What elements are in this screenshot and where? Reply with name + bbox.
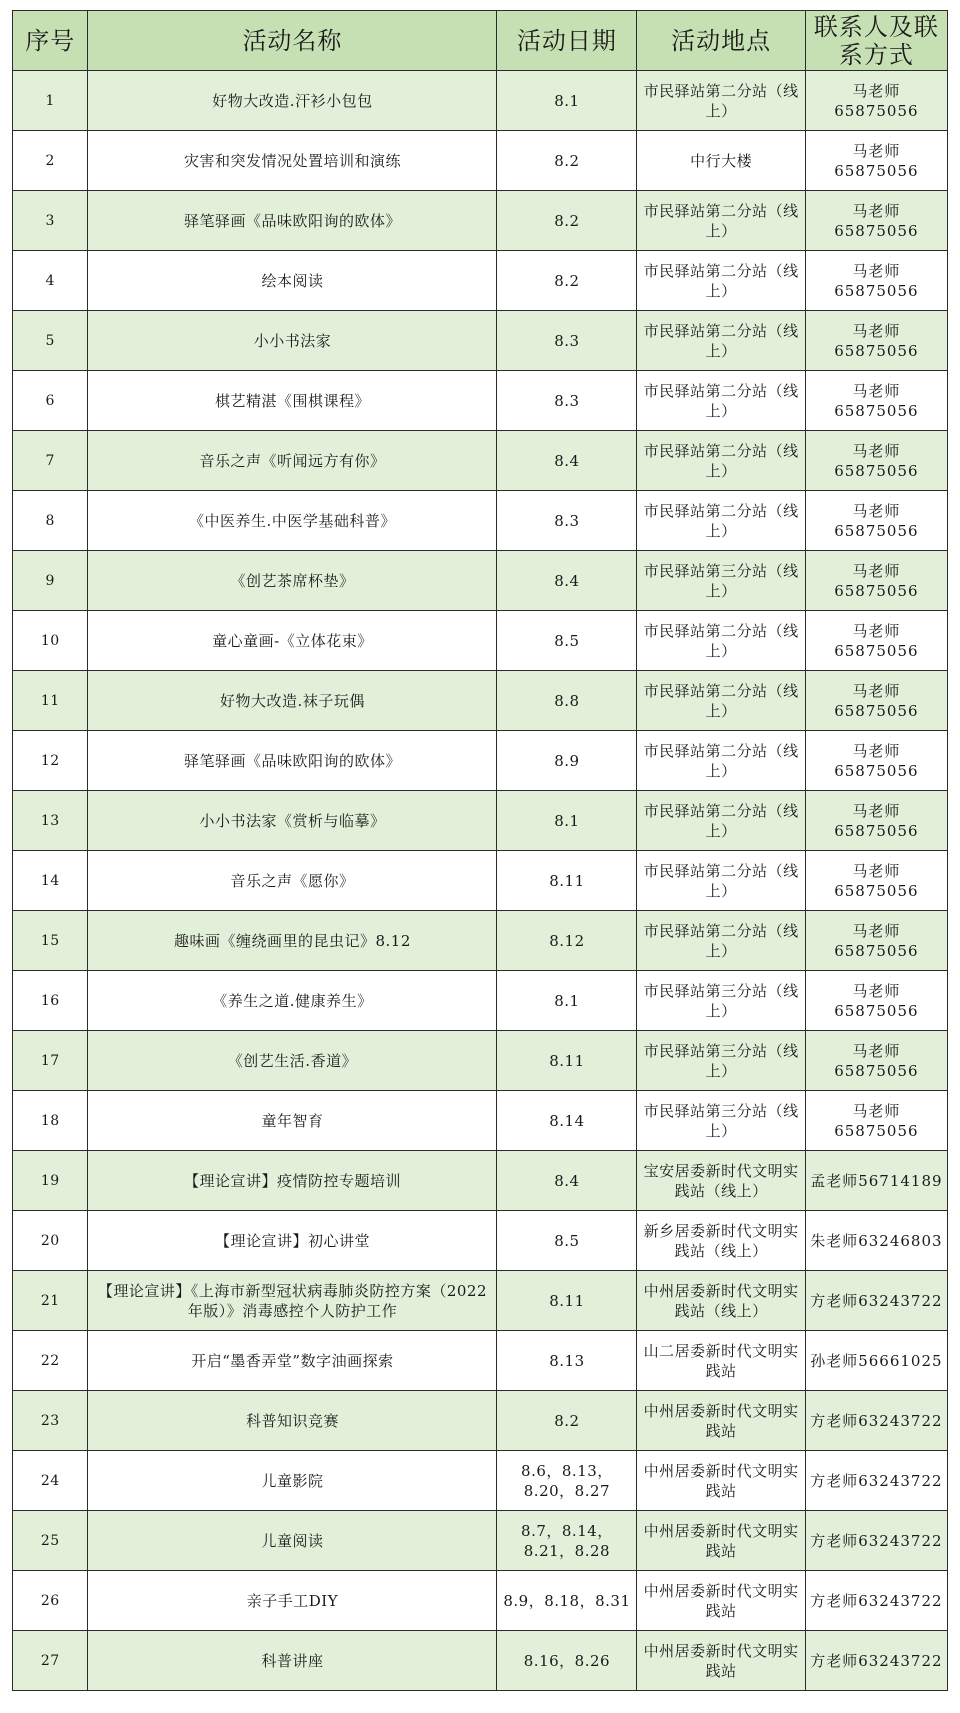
cell-activity-name: 小小书法家《赏析与临摹》 bbox=[88, 791, 497, 851]
cell-no: 8 bbox=[13, 491, 88, 551]
cell-activity-name: 好物大改造.袜子玩偶 bbox=[88, 671, 497, 731]
cell-activity-name: 开启“墨香弄堂”数字油画探索 bbox=[88, 1331, 497, 1391]
cell-activity-name: 《养生之道.健康养生》 bbox=[88, 971, 497, 1031]
cell-no: 4 bbox=[13, 251, 88, 311]
cell-place: 市民驿站第二分站（线上） bbox=[637, 251, 805, 311]
cell-place: 中州居委新时代文明实践站 bbox=[637, 1451, 805, 1511]
cell-contact: 孙老师56661025 bbox=[805, 1331, 947, 1391]
cell-contact: 马老师 65875056 bbox=[805, 251, 947, 311]
cell-contact: 马老师 65875056 bbox=[805, 551, 947, 611]
cell-activity-name: 【理论宣讲】疫情防控专题培训 bbox=[88, 1151, 497, 1211]
cell-place: 中州居委新时代文明实践站 bbox=[637, 1391, 805, 1451]
cell-no: 23 bbox=[13, 1391, 88, 1451]
cell-contact: 朱老师63246803 bbox=[805, 1211, 947, 1271]
cell-place: 中州居委新时代文明实践站（线上） bbox=[637, 1271, 805, 1331]
cell-contact: 马老师 65875056 bbox=[805, 851, 947, 911]
cell-date: 8.3 bbox=[497, 491, 637, 551]
cell-place: 中州居委新时代文明实践站 bbox=[637, 1571, 805, 1631]
cell-no: 27 bbox=[13, 1631, 88, 1691]
cell-place: 宝安居委新时代文明实践站（线上） bbox=[637, 1151, 805, 1211]
cell-place: 市民驿站第二分站（线上） bbox=[637, 911, 805, 971]
cell-no: 7 bbox=[13, 431, 88, 491]
cell-no: 18 bbox=[13, 1091, 88, 1151]
cell-no: 24 bbox=[13, 1451, 88, 1511]
cell-activity-name: 驿笔驿画《品味欧阳询的欧体》 bbox=[88, 731, 497, 791]
cell-activity-name: 科普知识竞赛 bbox=[88, 1391, 497, 1451]
table-row bbox=[13, 611, 948, 671]
table-row bbox=[13, 851, 948, 911]
cell-date: 8.13 bbox=[497, 1331, 637, 1391]
cell-activity-name: 《中医养生.中医学基础科普》 bbox=[88, 491, 497, 551]
cell-place: 市民驿站第二分站（线上） bbox=[637, 851, 805, 911]
cell-contact: 方老师63243722 bbox=[805, 1391, 947, 1451]
cell-no: 21 bbox=[13, 1271, 88, 1331]
cell-contact: 孟老师56714189 bbox=[805, 1151, 947, 1211]
cell-activity-name: 音乐之声《愿你》 bbox=[88, 851, 497, 911]
table-row bbox=[13, 1331, 948, 1391]
header-contact: 联系人及联系方式 bbox=[805, 11, 947, 71]
cell-no: 10 bbox=[13, 611, 88, 671]
cell-place: 市民驿站第二分站（线上） bbox=[637, 191, 805, 251]
cell-activity-name: 【理论宣讲】初心讲堂 bbox=[88, 1211, 497, 1271]
table-row bbox=[13, 791, 948, 851]
cell-activity-name: 绘本阅读 bbox=[88, 251, 497, 311]
table-row bbox=[13, 371, 948, 431]
cell-no: 17 bbox=[13, 1031, 88, 1091]
cell-activity-name: 童年智育 bbox=[88, 1091, 497, 1151]
cell-date: 8.8 bbox=[497, 671, 637, 731]
cell-date: 8.2 bbox=[497, 191, 637, 251]
cell-contact: 马老师 65875056 bbox=[805, 491, 947, 551]
table-row bbox=[13, 1451, 948, 1511]
cell-contact: 马老师 65875056 bbox=[805, 311, 947, 371]
table-row bbox=[13, 251, 948, 311]
cell-place: 新乡居委新时代文明实践站（线上） bbox=[637, 1211, 805, 1271]
cell-contact: 马老师 65875056 bbox=[805, 1091, 947, 1151]
cell-contact: 马老师 65875056 bbox=[805, 611, 947, 671]
cell-place: 市民驿站第二分站（线上） bbox=[637, 671, 805, 731]
cell-activity-name: 好物大改造.汗衫小包包 bbox=[88, 71, 497, 131]
cell-date: 8.1 bbox=[497, 971, 637, 1031]
cell-contact: 方老师63243722 bbox=[805, 1451, 947, 1511]
cell-place: 市民驿站第二分站（线上） bbox=[637, 791, 805, 851]
cell-date: 8.7，8.14，8.21，8.28 bbox=[497, 1511, 637, 1571]
cell-activity-name: 儿童影院 bbox=[88, 1451, 497, 1511]
cell-date: 8.11 bbox=[497, 851, 637, 911]
cell-activity-name: 棋艺精湛《围棋课程》 bbox=[88, 371, 497, 431]
cell-contact: 马老师 65875056 bbox=[805, 1031, 947, 1091]
cell-date: 8.5 bbox=[497, 611, 637, 671]
table-row bbox=[13, 71, 948, 131]
cell-place: 市民驿站第二分站（线上） bbox=[637, 71, 805, 131]
cell-date: 8.6，8.13，8.20，8.27 bbox=[497, 1451, 637, 1511]
cell-no: 9 bbox=[13, 551, 88, 611]
cell-date: 8.4 bbox=[497, 551, 637, 611]
cell-place: 市民驿站第二分站（线上） bbox=[637, 311, 805, 371]
table-row bbox=[13, 1571, 948, 1631]
cell-no: 1 bbox=[13, 71, 88, 131]
table-row bbox=[13, 1391, 948, 1451]
table-row bbox=[13, 131, 948, 191]
cell-no: 26 bbox=[13, 1571, 88, 1631]
cell-no: 20 bbox=[13, 1211, 88, 1271]
cell-contact: 马老师 65875056 bbox=[805, 71, 947, 131]
header-no: 序号 bbox=[13, 11, 88, 71]
cell-contact: 方老师63243722 bbox=[805, 1271, 947, 1331]
cell-date: 8.1 bbox=[497, 71, 637, 131]
cell-place: 市民驿站第二分站（线上） bbox=[637, 491, 805, 551]
cell-activity-name: 驿笔驿画《品味欧阳询的欧体》 bbox=[88, 191, 497, 251]
cell-activity-name: 趣味画《缠绕画里的昆虫记》8.12 bbox=[88, 911, 497, 971]
cell-no: 5 bbox=[13, 311, 88, 371]
cell-date: 8.2 bbox=[497, 251, 637, 311]
table-row bbox=[13, 311, 948, 371]
cell-no: 16 bbox=[13, 971, 88, 1031]
cell-place: 市民驿站第二分站（线上） bbox=[637, 371, 805, 431]
cell-place: 市民驿站第三分站（线上） bbox=[637, 971, 805, 1031]
table-row bbox=[13, 1151, 948, 1211]
cell-no: 13 bbox=[13, 791, 88, 851]
table-row bbox=[13, 671, 948, 731]
cell-contact: 马老师 65875056 bbox=[805, 431, 947, 491]
cell-date: 8.3 bbox=[497, 371, 637, 431]
cell-no: 14 bbox=[13, 851, 88, 911]
cell-place: 中州居委新时代文明实践站 bbox=[637, 1631, 805, 1691]
cell-date: 8.4 bbox=[497, 1151, 637, 1211]
header-date: 活动日期 bbox=[497, 11, 637, 71]
cell-contact: 马老师 65875056 bbox=[805, 971, 947, 1031]
cell-date: 8.2 bbox=[497, 131, 637, 191]
cell-contact: 方老师63243722 bbox=[805, 1631, 947, 1691]
cell-activity-name: 儿童阅读 bbox=[88, 1511, 497, 1571]
cell-date: 8.5 bbox=[497, 1211, 637, 1271]
cell-no: 3 bbox=[13, 191, 88, 251]
table-row bbox=[13, 431, 948, 491]
cell-contact: 方老师63243722 bbox=[805, 1571, 947, 1631]
cell-place: 中州居委新时代文明实践站 bbox=[637, 1511, 805, 1571]
activity-table bbox=[12, 10, 948, 1691]
table-row bbox=[13, 1211, 948, 1271]
cell-contact: 方老师63243722 bbox=[805, 1511, 947, 1571]
cell-contact: 马老师 65875056 bbox=[805, 191, 947, 251]
cell-date: 8.11 bbox=[497, 1031, 637, 1091]
cell-contact: 马老师 65875056 bbox=[805, 671, 947, 731]
cell-contact: 马老师 65875056 bbox=[805, 371, 947, 431]
cell-place: 市民驿站第二分站（线上） bbox=[637, 431, 805, 491]
cell-activity-name: 亲子手工DIY bbox=[88, 1571, 497, 1631]
table-row bbox=[13, 731, 948, 791]
header-place: 活动地点 bbox=[637, 11, 805, 71]
table-row bbox=[13, 491, 948, 551]
cell-activity-name: 科普讲座 bbox=[88, 1631, 497, 1691]
cell-date: 8.16，8.26 bbox=[497, 1631, 637, 1691]
cell-no: 15 bbox=[13, 911, 88, 971]
cell-contact: 马老师 65875056 bbox=[805, 791, 947, 851]
cell-date: 8.3 bbox=[497, 311, 637, 371]
table-body bbox=[13, 71, 948, 1691]
table-row bbox=[13, 191, 948, 251]
cell-place: 山二居委新时代文明实践站 bbox=[637, 1331, 805, 1391]
cell-date: 8.14 bbox=[497, 1091, 637, 1151]
cell-activity-name: 童心童画-《立体花束》 bbox=[88, 611, 497, 671]
cell-activity-name: 《创艺茶席杯垫》 bbox=[88, 551, 497, 611]
cell-no: 2 bbox=[13, 131, 88, 191]
cell-date: 8.9，8.18，8.31 bbox=[497, 1571, 637, 1631]
cell-date: 8.12 bbox=[497, 911, 637, 971]
cell-place: 市民驿站第三分站（线上） bbox=[637, 1091, 805, 1151]
table-row bbox=[13, 551, 948, 611]
table-row bbox=[13, 971, 948, 1031]
cell-place: 中行大楼 bbox=[637, 131, 805, 191]
cell-activity-name: 灾害和突发情况处置培训和演练 bbox=[88, 131, 497, 191]
cell-no: 19 bbox=[13, 1151, 88, 1211]
cell-date: 8.4 bbox=[497, 431, 637, 491]
cell-place: 市民驿站第三分站（线上） bbox=[637, 551, 805, 611]
cell-no: 22 bbox=[13, 1331, 88, 1391]
header-name: 活动名称 bbox=[88, 11, 497, 71]
cell-contact: 马老师 65875056 bbox=[805, 911, 947, 971]
cell-date: 8.1 bbox=[497, 791, 637, 851]
cell-activity-name: 音乐之声《听闻远方有你》 bbox=[88, 431, 497, 491]
table-row bbox=[13, 1271, 948, 1331]
cell-no: 11 bbox=[13, 671, 88, 731]
table-row bbox=[13, 1031, 948, 1091]
cell-date: 8.11 bbox=[497, 1271, 637, 1331]
cell-place: 市民驿站第三分站（线上） bbox=[637, 1031, 805, 1091]
cell-place: 市民驿站第二分站（线上） bbox=[637, 611, 805, 671]
cell-no: 12 bbox=[13, 731, 88, 791]
cell-activity-name: 小小书法家 bbox=[88, 311, 497, 371]
cell-no: 6 bbox=[13, 371, 88, 431]
cell-activity-name: 【理论宣讲】《上海市新型冠状病毒肺炎防控方案（2022年版）》消毒感控个人防护工作 bbox=[88, 1271, 497, 1331]
cell-no: 25 bbox=[13, 1511, 88, 1571]
cell-date: 8.9 bbox=[497, 731, 637, 791]
table-row bbox=[13, 1091, 948, 1151]
table-row bbox=[13, 1631, 948, 1691]
cell-place: 市民驿站第二分站（线上） bbox=[637, 731, 805, 791]
table-row bbox=[13, 911, 948, 971]
cell-contact: 马老师 65875056 bbox=[805, 731, 947, 791]
cell-date: 8.2 bbox=[497, 1391, 637, 1451]
table-row bbox=[13, 1511, 948, 1571]
cell-contact: 马老师 65875056 bbox=[805, 131, 947, 191]
header-row bbox=[13, 11, 948, 71]
cell-activity-name: 《创艺生活.香道》 bbox=[88, 1031, 497, 1091]
